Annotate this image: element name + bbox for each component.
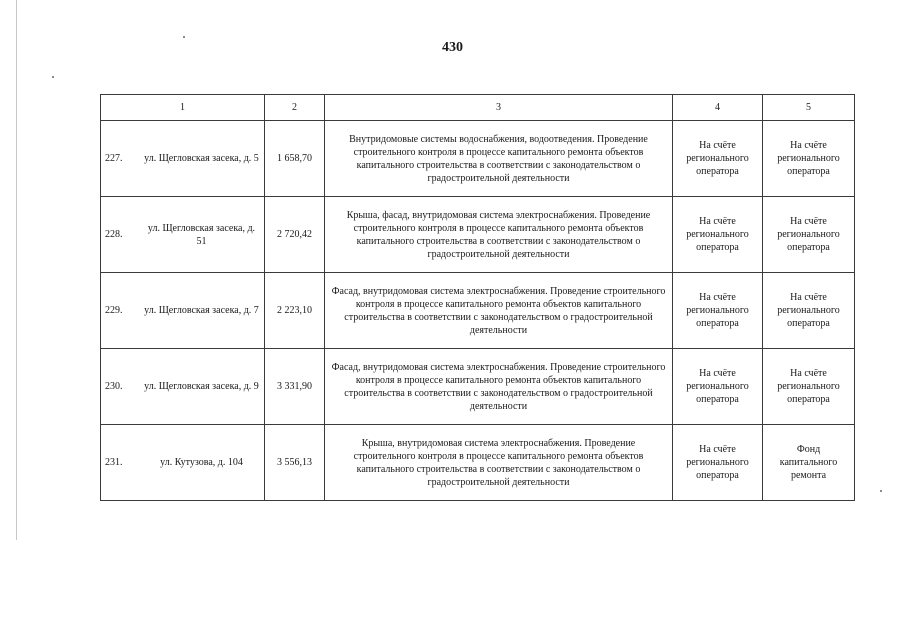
row-number-address-cell [101, 197, 265, 273]
column-header-3: 3 [325, 95, 673, 121]
table-header-row [101, 95, 855, 121]
row-number-address-cell [101, 121, 265, 197]
area-cell: 2 223,10 [265, 273, 325, 349]
table-row [101, 349, 855, 425]
repair-registry-table [100, 94, 855, 501]
table-row [101, 121, 855, 197]
area-cell: 3 556,13 [265, 425, 325, 501]
funding-account-cell: На счёте регионального оператора [673, 197, 763, 273]
column-header-4: 4 [673, 95, 763, 121]
address: ул. Щегловская засека, д. 7 [144, 305, 259, 316]
works-description-cell: Внутридомовые системы водоснабжения, водоотведения. Проведение строительного контроля в процессе капитального ремонта объектов капитального строительства в соответствии с законодательством о градостроительной деятельности [325, 121, 673, 197]
column-header-2: 2 [265, 95, 325, 121]
area-cell: 3 331,90 [265, 349, 325, 425]
funding-method-cell: Фонд капитального ремонта [763, 425, 855, 501]
row-number: 227. [105, 153, 123, 164]
area-cell: 1 658,70 [265, 121, 325, 197]
row-number-address-cell [101, 425, 265, 501]
table-row [101, 273, 855, 349]
table-body [101, 121, 855, 501]
table-row [101, 197, 855, 273]
address: ул. Щегловская засека, д. 5 [144, 153, 259, 164]
column-header-5: 5 [763, 95, 855, 121]
row-number-address-cell [101, 349, 265, 425]
address: ул. Кутузова, д. 104 [160, 457, 243, 468]
funding-method-cell: На счёте регионального оператора [763, 273, 855, 349]
funding-account-cell: На счёте регионального оператора [673, 121, 763, 197]
table-row [101, 425, 855, 501]
works-description-cell: Фасад, внутридомовая система электроснабжения. Проведение строительного контроля в процессе капитального ремонта объектов капитального строительства в соответствии с законодательством о градостроительной деятельности [325, 349, 673, 425]
page-number: 430 [442, 40, 463, 55]
scan-speck [880, 490, 882, 492]
scan-margin-line [16, 0, 17, 540]
funding-account-cell: На счёте регионального оператора [673, 273, 763, 349]
funding-method-cell: На счёте регионального оператора [763, 349, 855, 425]
row-number: 231. [105, 457, 123, 468]
scan-speck [183, 36, 185, 38]
funding-account-cell: На счёте регионального оператора [673, 425, 763, 501]
row-number: 228. [105, 229, 123, 240]
area-cell: 2 720,42 [265, 197, 325, 273]
row-number-address-cell [101, 273, 265, 349]
works-description-cell: Крыша, внутридомовая система электроснабжения. Проведение строительного контроля в процессе капитального ремонта объектов капитального строительства в соответствии с законодательством о градостроительной деятельности [325, 425, 673, 501]
address: ул. Щегловская засека, д. 9 [144, 381, 259, 392]
works-description-cell: Фасад, внутридомовая система электроснабжения. Проведение строительного контроля в процессе капитального ремонта объектов капитального строительства в соответствии с законодательством о градостроительной деятельности [325, 273, 673, 349]
works-description-cell: Крыша, фасад, внутридомовая система электроснабжения. Проведение строительного контроля в процессе капитального ремонта объектов капитального строительства в соответствии с законодательством о градостроительной деятельности [325, 197, 673, 273]
address: ул. Щегловская засека, д. 51 [147, 222, 256, 247]
funding-account-cell: На счёте регионального оператора [673, 349, 763, 425]
row-number: 230. [105, 381, 123, 392]
funding-method-cell: На счёте регионального оператора [763, 121, 855, 197]
column-header-1: 1 [101, 95, 265, 121]
scan-speck [52, 76, 54, 78]
row-number: 229. [105, 305, 123, 316]
funding-method-cell: На счёте регионального оператора [763, 197, 855, 273]
